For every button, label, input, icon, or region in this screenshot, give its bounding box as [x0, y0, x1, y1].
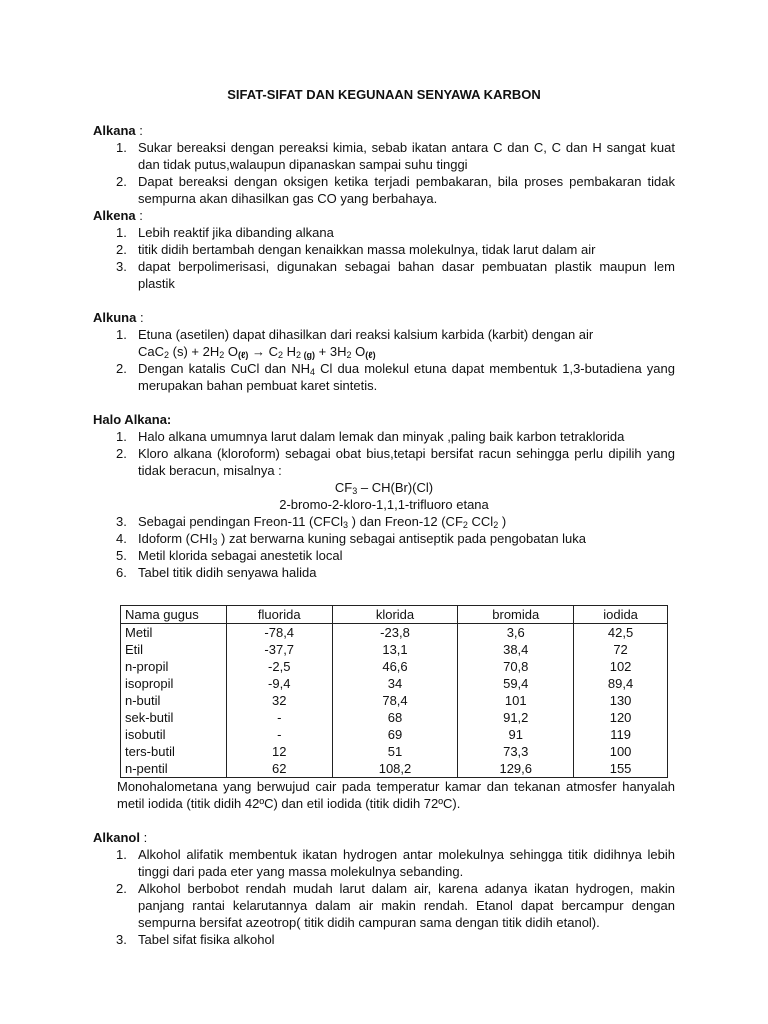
table-cell: 119 [574, 726, 668, 743]
list-item: 5. Metil klorida sebagai anestetik local [116, 548, 343, 563]
table-cell: 91,2 [458, 709, 574, 726]
table-row [121, 726, 668, 743]
table-cell: -9,4 [226, 675, 332, 692]
list-item: 2. Kloro alkana (kloroform) sebagai obat bius,tetapi bersifat racun sehingga perlu dipilih yang tidak beracun, misalnya : [116, 446, 675, 478]
table-cell: n-propil [121, 658, 227, 675]
table-cell: 78,4 [332, 692, 458, 709]
table-header-row [121, 606, 668, 624]
alkena-heading: Alkena [93, 208, 136, 223]
table-header-cell: iodida [574, 606, 668, 624]
reaction-equation: CaC$_2$ $(s) + 2H_2$ $O_{(\ell)} \to C_2$ $H_2$ $_{(g)} + 3H_2$ $O_{(\ell)}$ [138, 344, 376, 360]
alkana-heading: Alkana [93, 123, 136, 138]
table-cell: 130 [574, 692, 668, 709]
table-cell: n-pentil [121, 760, 227, 778]
table-cell: Etil [121, 641, 227, 658]
table-cell: -23,8 [332, 624, 458, 642]
section-heading-alkuna: Alkuna : [93, 310, 144, 325]
alkanol-heading: Alkanol [93, 830, 140, 845]
table-row [121, 709, 668, 726]
table-cell: 34 [332, 675, 458, 692]
table-cell: Metil [121, 624, 227, 642]
alkuna-heading: Alkuna [93, 310, 137, 325]
document-page [93, 86, 675, 948]
table-cell: 155 [574, 760, 668, 778]
section-heading-alkanol: Alkanol : [93, 830, 148, 845]
halo-alkana-heading: Halo Alkana: [93, 412, 172, 427]
table-cell: 51 [332, 743, 458, 760]
table-header-cell: Nama gugus [121, 606, 227, 624]
table-cell: 13,1 [332, 641, 458, 658]
table-row [121, 624, 668, 642]
list-item: 6. Tabel titik didih senyawa halida [116, 565, 317, 580]
list-item: 2. Alkohol berbobot rendah mudah larut dalam air, karena adanya ikatan hydrogen, makin panjang rantai kelarutannya dalam air makin rendah. Etanol dapat bercampur dengan sempurna bersifat azeotrop( titik didih campuran sama dengan titik didih etanol). [116, 881, 675, 930]
alkana-list [93, 139, 675, 207]
alkena-list [93, 224, 675, 292]
document-title: SIFAT-SIFAT DAN KEGUNAAN SENYAWA KARBON [227, 87, 541, 102]
table-note: Monohalometana yang berwujud cair pada temperatur kamar dan tekanan atmosfer hanyalah metil iodida (titik didih 42ºC) dan etil iodida (titik didih 72ºC). [117, 779, 675, 811]
table-cell: n-butil [121, 692, 227, 709]
table-cell: -37,7 [226, 641, 332, 658]
table-row [121, 760, 668, 778]
list-item: 1. Halo alkana umumnya larut dalam lemak dan minyak ,paling baik karbon tetraklorida [116, 429, 625, 444]
alkanol-list [93, 846, 675, 948]
table-row [121, 641, 668, 658]
table-row [121, 692, 668, 709]
table-cell: 89,4 [574, 675, 668, 692]
section-heading-halo-alkana [93, 411, 675, 428]
halo-alkana-list-continued [93, 513, 675, 581]
list-item: 1. Alkohol alifatik membentuk ikatan hydrogen antar molekulnya sehingga titik didihnya lebih tinggi dari pada eter yang massa molekulnya sebanding. [116, 847, 675, 879]
table-cell: 100 [574, 743, 668, 760]
list-item: 2. Dengan katalis CuCl dan $NH_4$ Cl dua molekul etuna dapat membentuk 1,3-butadiena yang merupakan bahan pembuat karet sintetis. [116, 361, 675, 393]
list-item: 3. Tabel sifat fisika alkohol [116, 932, 275, 947]
table-cell: isobutil [121, 726, 227, 743]
table-cell: ters-butil [121, 743, 227, 760]
table-cell: 42,5 [574, 624, 668, 642]
boiling-point-table [120, 605, 668, 778]
table-cell: 91 [458, 726, 574, 743]
table-header-cell: bromida [458, 606, 574, 624]
list-item: 2. titik didih bertambah dengan kenaikkan massa molekulnya, tidak larut dalam air [116, 242, 596, 257]
list-item: 4. Idoform ($CHI_3$ ) zat berwarna kuning sebagai antiseptik pada pengobatan luka [116, 531, 587, 547]
table-cell: 72 [574, 641, 668, 658]
table-cell: 68 [332, 709, 458, 726]
table-cell: 73,3 [458, 743, 574, 760]
table-cell: - [226, 709, 332, 726]
table-cell: 101 [458, 692, 574, 709]
list-item: 2. Dapat bereaksi dengan oksigen ketika terjadi pembakaran, bila proses pembakaran tidak sempurna akan dihasilkan gas CO yang berbahaya. [116, 174, 675, 206]
table-cell: -2,5 [226, 658, 332, 675]
halo-alkana-list [93, 428, 675, 479]
list-item: 1. Lebih reaktif jika dibanding alkana [116, 225, 334, 240]
table-cell: - [226, 726, 332, 743]
table-row [121, 658, 668, 675]
table-header-cell: klorida [332, 606, 458, 624]
section-heading-alkena: Alkena : [93, 208, 143, 223]
halothane-formula: $CF_3 - CH(Br)(Cl)$ [334, 480, 434, 496]
alkuna-list [93, 326, 675, 394]
halothane-name: 2-bromo-2-kloro-1,1,1-trifluoro etana [279, 497, 489, 512]
table-row [121, 675, 668, 692]
table-cell: 32 [226, 692, 332, 709]
table-cell: 38,4 [458, 641, 574, 658]
table-cell: 46,6 [332, 658, 458, 675]
table-cell: 108,2 [332, 760, 458, 778]
list-item: 3. dapat berpolimerisasi, digunakan sebagai bahan dasar pembuatan plastik maupun lem plastik [116, 259, 675, 291]
table-cell: 12 [226, 743, 332, 760]
table-cell: 59,4 [458, 675, 574, 692]
list-item: 3. Sebagai pendingan Freon-11 (CFCl$_3$ ) dan Freon-12 ($CF_2$ CCl$_2$ ) [116, 514, 507, 530]
table-header-cell: fluorida [226, 606, 332, 624]
table-cell: 120 [574, 709, 668, 726]
table-cell: isopropil [121, 675, 227, 692]
table-row [121, 743, 668, 760]
table-cell: 129,6 [458, 760, 574, 778]
table-cell: 69 [332, 726, 458, 743]
table-cell: 3,6 [458, 624, 574, 642]
section-heading-alkana: Alkana : [93, 123, 143, 138]
list-item: 1. Etuna (asetilen) dapat dihasilkan dari reaksi kalsium karbida (karbit) dengan air CaC$_2$ $(s) + 2H_2$ $O_{(\ell)} \to C_2$ $H_2$ $_{(g)} + 3H_2$ $O_{(\ell)}$ [116, 327, 594, 360]
table-cell: 62 [226, 760, 332, 778]
table-cell: -78,4 [226, 624, 332, 642]
table-cell: 70,8 [458, 658, 574, 675]
table-cell: sek-butil [121, 709, 227, 726]
table-cell: 102 [574, 658, 668, 675]
list-item: 1. Sukar bereaksi dengan pereaksi kimia, sebab ikatan antara C dan C, C dan H sangat kuat dan tidak putus,walaupun dipanaskan sampai suhu tinggi [116, 140, 675, 172]
